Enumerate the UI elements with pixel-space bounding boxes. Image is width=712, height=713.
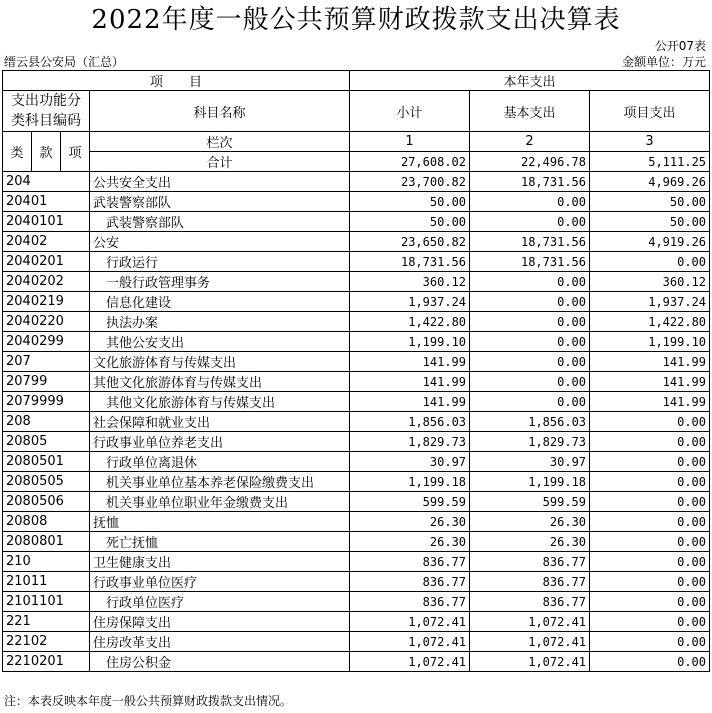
subject-name: 行政运行: [90, 252, 350, 272]
expenditure-table: [2, 70, 710, 672]
subtotal-header: 小计: [350, 91, 470, 132]
total-project: 5,111.25: [590, 152, 710, 172]
subject-code: 2040202: [3, 272, 90, 292]
basic-value: 26.30: [470, 532, 590, 552]
basic-value: 0.00: [470, 272, 590, 292]
project-value: 0.00: [590, 452, 710, 472]
subtotal-value: 1,199.18: [350, 472, 470, 492]
subject-code: 20401: [3, 192, 90, 212]
basic-value: 0.00: [470, 332, 590, 352]
project-value: 4,969.26: [590, 172, 710, 192]
subject-code: 20402: [3, 232, 90, 252]
subject-code: 2040299: [3, 332, 90, 352]
subject-name: 一般行政管理事务: [90, 272, 350, 292]
project-value: 1,422.80: [590, 312, 710, 332]
table-row: [3, 552, 710, 572]
basic-value: 1,199.18: [470, 472, 590, 492]
table-row: [3, 412, 710, 432]
subtotal-value: 1,199.10: [350, 332, 470, 352]
table-row: [3, 272, 710, 292]
subtotal-value: 1,829.73: [350, 432, 470, 452]
column-number-2: 2: [470, 132, 590, 152]
subject-code: 2040101: [3, 212, 90, 232]
basic-value: 30.97: [470, 452, 590, 472]
subtotal-value: 599.59: [350, 492, 470, 512]
subject-code: 20805: [3, 432, 90, 452]
table-row: [3, 532, 710, 552]
subtotal-value: 836.77: [350, 552, 470, 572]
project-value: 141.99: [590, 392, 710, 412]
subtotal-value: 141.99: [350, 372, 470, 392]
subtotal-value: 1,937.24: [350, 292, 470, 312]
subject-name: 执法办案: [90, 312, 350, 332]
table-row: [3, 232, 710, 252]
basic-value: 599.59: [470, 492, 590, 512]
basic-value: 0.00: [470, 292, 590, 312]
project-value: 0.00: [590, 412, 710, 432]
subject-name-header: 科目名称: [90, 91, 350, 132]
subtotal-value: 26.30: [350, 512, 470, 532]
subject-name: 行政事业单位养老支出: [90, 432, 350, 452]
project-value: 360.12: [590, 272, 710, 292]
subject-name: 其他公安支出: [90, 332, 350, 352]
basic-value: 0.00: [470, 392, 590, 412]
column-number-1: 1: [350, 132, 470, 152]
table-row: [3, 472, 710, 492]
subject-name: 其他文化旅游体育与传媒支出: [90, 372, 350, 392]
subject-code: 208: [3, 412, 90, 432]
project-value: 0.00: [590, 552, 710, 572]
current-year-header: 本年支出: [350, 71, 710, 91]
subject-code: 207: [3, 352, 90, 372]
subject-name: 卫生健康支出: [90, 552, 350, 572]
subtotal-value: 30.97: [350, 452, 470, 472]
project-value: 4,919.26: [590, 232, 710, 252]
organization-name: 缙云县公安局（汇总）: [4, 55, 125, 69]
project-value: 0.00: [590, 612, 710, 632]
project-value: 50.00: [590, 212, 710, 232]
subtotal-value: 18,731.56: [350, 252, 470, 272]
subject-code: 204: [3, 172, 90, 192]
subject-name: 公共安全支出: [90, 172, 350, 192]
subject-name: 行政单位医疗: [90, 592, 350, 612]
table-row: [3, 332, 710, 352]
basic-value: 1,072.41: [470, 652, 590, 672]
subtotal-value: 50.00: [350, 212, 470, 232]
basic-value: 0.00: [470, 372, 590, 392]
kuan-header: 款: [32, 132, 61, 172]
project-value: 0.00: [590, 652, 710, 672]
basic-value: 0.00: [470, 352, 590, 372]
project-value: 0.00: [590, 572, 710, 592]
subject-name: 住房保障支出: [90, 612, 350, 632]
basic-value: 0.00: [470, 192, 590, 212]
table-row: [3, 572, 710, 592]
project-value: 0.00: [590, 592, 710, 612]
func-code-header: 支出功能分类科目编码: [3, 91, 90, 132]
subtotal-value: 360.12: [350, 272, 470, 292]
subtotal-value: 23,650.82: [350, 232, 470, 252]
basic-value: 836.77: [470, 552, 590, 572]
total-label: 合计: [90, 152, 350, 172]
total-subtotal: 27,608.02: [350, 152, 470, 172]
subtotal-value: 1,072.41: [350, 612, 470, 632]
subtotal-value: 1,856.03: [350, 412, 470, 432]
table-row: [3, 432, 710, 452]
table-row: [3, 512, 710, 532]
subject-name: 武装警察部队: [90, 192, 350, 212]
basic-value: 18,731.56: [470, 252, 590, 272]
subject-name: 其他文化旅游体育与传媒支出: [90, 392, 350, 412]
subject-code: 2101101: [3, 592, 90, 612]
basic-value: 18,731.56: [470, 232, 590, 252]
subject-name: 社会保障和就业支出: [90, 412, 350, 432]
subject-name: 住房公积金: [90, 652, 350, 672]
subject-name: 住房改革支出: [90, 632, 350, 652]
table-row: [3, 212, 710, 232]
table-row: [3, 632, 710, 652]
subject-name: 机关事业单位职业年金缴费支出: [90, 492, 350, 512]
header-row-2: [3, 91, 710, 132]
project-value: 50.00: [590, 192, 710, 212]
basic-value: 1,072.41: [470, 632, 590, 652]
subject-code: 2210201: [3, 652, 90, 672]
table-row: [3, 352, 710, 372]
project-value: 0.00: [590, 492, 710, 512]
subject-name: 公安: [90, 232, 350, 252]
basic-value: 26.30: [470, 512, 590, 532]
header-row-1: [3, 71, 710, 91]
basic-value: 836.77: [470, 592, 590, 612]
project-value: 0.00: [590, 432, 710, 452]
amount-unit: 金额单位：万元: [621, 55, 706, 69]
table-row: [3, 592, 710, 612]
table-row: [3, 172, 710, 192]
table-row: [3, 492, 710, 512]
item-header: 项 目: [3, 71, 350, 91]
subject-code: 2080506: [3, 492, 90, 512]
subject-code: 20799: [3, 372, 90, 392]
subject-name: 信息化建设: [90, 292, 350, 312]
project-value: 1,199.10: [590, 332, 710, 352]
subtotal-value: 50.00: [350, 192, 470, 212]
basic-value: 0.00: [470, 212, 590, 232]
column-number-3: 3: [590, 132, 710, 152]
form-code: 公开07表: [654, 39, 706, 53]
project-value: 0.00: [590, 632, 710, 652]
basic-value: 0.00: [470, 312, 590, 332]
subtotal-value: 836.77: [350, 572, 470, 592]
subtotal-value: 1,072.41: [350, 652, 470, 672]
subject-name: 文化旅游体育与传媒支出: [90, 352, 350, 372]
table-row: [3, 292, 710, 312]
xiang-header: 项: [61, 132, 90, 172]
lei-header: 类: [3, 132, 32, 172]
subject-code: 2080801: [3, 532, 90, 552]
subject-code: 2040220: [3, 312, 90, 332]
basic-expense-header: 基本支出: [470, 91, 590, 132]
column-order-label: 栏次: [90, 132, 350, 152]
subtotal-value: 836.77: [350, 592, 470, 612]
subject-code: 210: [3, 552, 90, 572]
subject-name: 武装警察部队: [90, 212, 350, 232]
subtotal-value: 26.30: [350, 532, 470, 552]
table-row: [3, 452, 710, 472]
table-row: [3, 372, 710, 392]
project-value: 0.00: [590, 532, 710, 552]
subject-name: 机关事业单位基本养老保险缴费支出: [90, 472, 350, 492]
table-row: [3, 192, 710, 212]
table-row: [3, 652, 710, 672]
subject-code: 21011: [3, 572, 90, 592]
subject-code: 2040219: [3, 292, 90, 312]
subtotal-value: 23,700.82: [350, 172, 470, 192]
project-value: 141.99: [590, 372, 710, 392]
table-row: [3, 612, 710, 632]
project-value: 141.99: [590, 352, 710, 372]
footnote: 注：本表反映本年度一般公共预算财政拨款支出情况。: [4, 694, 293, 708]
project-value: 0.00: [590, 512, 710, 532]
subject-code: 22102: [3, 632, 90, 652]
table-row: [3, 252, 710, 272]
project-value: 0.00: [590, 472, 710, 492]
total-row: [3, 152, 710, 172]
basic-value: 1,829.73: [470, 432, 590, 452]
subtotal-value: 1,072.41: [350, 632, 470, 652]
report-title: 2022年度一般公共预算财政拨款支出决算表: [91, 5, 621, 35]
project-expense-header: 项目支出: [590, 91, 710, 132]
total-basic: 22,496.78: [470, 152, 590, 172]
basic-value: 836.77: [470, 572, 590, 592]
subject-name: 行政单位离退休: [90, 452, 350, 472]
subject-name: 死亡抚恤: [90, 532, 350, 552]
subject-name: 行政事业单位医疗: [90, 572, 350, 592]
project-value: 0.00: [590, 252, 710, 272]
subject-code: 20808: [3, 512, 90, 532]
project-value: 1,937.24: [590, 292, 710, 312]
subject-code: 2079999: [3, 392, 90, 412]
subject-code: 2040201: [3, 252, 90, 272]
subject-name: 抚恤: [90, 512, 350, 532]
subject-code: 2080501: [3, 452, 90, 472]
basic-value: 18,731.56: [470, 172, 590, 192]
basic-value: 1,856.03: [470, 412, 590, 432]
subject-code: 221: [3, 612, 90, 632]
table-row: [3, 392, 710, 412]
header-row-3: [3, 132, 710, 152]
subtotal-value: 141.99: [350, 352, 470, 372]
subtotal-value: 1,422.80: [350, 312, 470, 332]
table-row: [3, 312, 710, 332]
subject-code: 2080505: [3, 472, 90, 492]
basic-value: 1,072.41: [470, 612, 590, 632]
subtotal-value: 141.99: [350, 392, 470, 412]
